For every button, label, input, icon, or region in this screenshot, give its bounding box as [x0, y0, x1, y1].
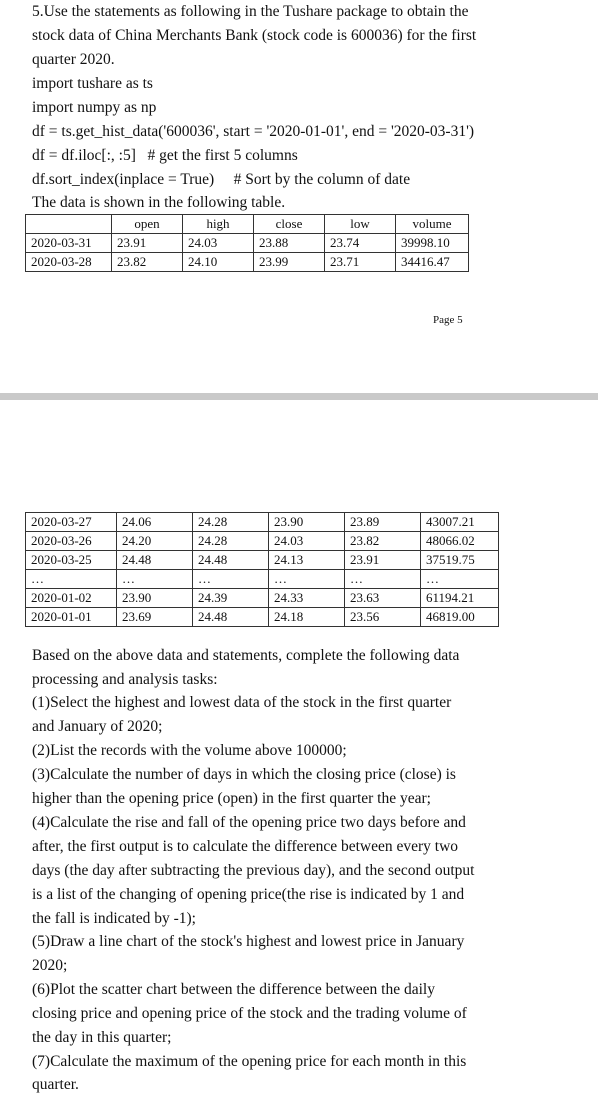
task-line: closing price and opening price of the stock and the trading volume of — [32, 1005, 467, 1022]
table-cell: … — [421, 570, 499, 589]
table-cell: 23.90 — [117, 589, 193, 608]
table-cell: 24.28 — [193, 532, 269, 551]
question-line: quarter 2020. — [32, 51, 115, 68]
task-line: days (the day after subtracting the previous day), and the second output — [32, 862, 475, 879]
table-cell: 23.89 — [345, 513, 421, 532]
task-line: the day in this quarter; — [32, 1029, 172, 1046]
table-caption: The data is shown in the following table. — [32, 194, 286, 211]
question-line: 5.Use the statements as following in the Tushare package to obtain the — [32, 3, 469, 20]
header-cell-volume: volume — [396, 215, 469, 234]
task-line: processing and analysis tasks: — [32, 671, 218, 688]
task-line: (3)Calculate the number of days in which the closing price (close) is — [32, 766, 456, 783]
task-line: Based on the above data and statements, complete the following data — [32, 647, 460, 664]
table-cell: 61194.21 — [421, 589, 499, 608]
table-row — [26, 234, 469, 253]
header-cell-low: low — [325, 215, 396, 234]
table-cell: 24.03 — [183, 234, 254, 253]
question-line: stock data of China Merchants Bank (stock code is 600036) for the first — [32, 27, 477, 44]
table-row — [26, 589, 499, 608]
page-number: Page 5 — [433, 314, 463, 326]
table-row — [26, 513, 499, 532]
table-cell: … — [117, 570, 193, 589]
table-cell: 24.13 — [269, 551, 345, 570]
task-line: and January of 2020; — [32, 718, 163, 735]
table-row — [26, 253, 469, 272]
table-cell: 24.33 — [269, 589, 345, 608]
table-row-ellipsis — [26, 570, 499, 589]
table-cell: 24.20 — [117, 532, 193, 551]
table-cell: 24.48 — [117, 551, 193, 570]
task-line: (2)List the records with the volume above 100000; — [32, 742, 347, 759]
table-row — [26, 532, 499, 551]
code-line: df = df.iloc[:, :5] # get the first 5 columns — [32, 147, 298, 164]
table-cell: … — [26, 570, 117, 589]
table-cell: 23.63 — [345, 589, 421, 608]
task-line: is a list of the changing of opening price(the rise is indicated by 1 and — [32, 886, 465, 903]
code-line: df.sort_index(inplace = True) # Sort by the column of date — [32, 171, 411, 188]
stock-data-table-bottom — [25, 512, 499, 627]
table-cell: … — [193, 570, 269, 589]
code-line: import tushare as ts — [32, 75, 153, 92]
table-cell: 2020-03-26 — [26, 532, 117, 551]
task-line: (4)Calculate the rise and fall of the opening price two days before and — [32, 814, 466, 831]
table-cell: 48066.02 — [421, 532, 499, 551]
header-cell-open: open — [112, 215, 183, 234]
table-row — [26, 608, 499, 627]
table-cell: 23.88 — [254, 234, 325, 253]
task-line: (1)Select the highest and lowest data of the stock in the first quarter — [32, 694, 452, 711]
table-cell: 46819.00 — [421, 608, 499, 627]
document-page-top — [0, 0, 598, 393]
table-row — [26, 551, 499, 570]
table-cell: 23.99 — [254, 253, 325, 272]
table-cell: … — [345, 570, 421, 589]
code-line: df = ts.get_hist_data('600036', start = '2020-01-01', end = '2020-03-31') — [32, 123, 475, 140]
table-cell: 24.28 — [193, 513, 269, 532]
table-cell: 2020-01-02 — [26, 589, 117, 608]
header-cell-high: high — [183, 215, 254, 234]
table-cell: 23.82 — [345, 532, 421, 551]
table-cell: 23.91 — [112, 234, 183, 253]
table-cell: 23.56 — [345, 608, 421, 627]
task-line: quarter. — [32, 1076, 79, 1093]
table-header-row — [26, 215, 469, 234]
table-cell: 37519.75 — [421, 551, 499, 570]
header-cell-close: close — [254, 215, 325, 234]
table-cell: 23.90 — [269, 513, 345, 532]
table-cell: 23.74 — [325, 234, 396, 253]
table-cell: 2020-03-27 — [26, 513, 117, 532]
task-line: the fall is indicated by -1); — [32, 910, 196, 927]
table-cell: 43007.21 — [421, 513, 499, 532]
table-cell: 24.03 — [269, 532, 345, 551]
table-cell: 23.91 — [345, 551, 421, 570]
table-cell: 23.71 — [325, 253, 396, 272]
table-cell: 23.82 — [112, 253, 183, 272]
task-line: higher than the opening price (open) in the first quarter the year; — [32, 790, 431, 807]
table-cell: 2020-01-01 — [26, 608, 117, 627]
table-cell: 24.10 — [183, 253, 254, 272]
table-cell: 24.48 — [193, 551, 269, 570]
stock-data-table-top — [25, 214, 469, 272]
table-cell: … — [269, 570, 345, 589]
page-separator — [0, 393, 598, 400]
header-cell-date — [26, 215, 112, 234]
task-line: 2020; — [32, 957, 68, 974]
table-cell: 34416.47 — [396, 253, 469, 272]
table-cell: 2020-03-25 — [26, 551, 117, 570]
table-cell: 2020-03-31 — [26, 234, 112, 253]
task-line: (6)Plot the scatter chart between the difference between the daily — [32, 981, 435, 998]
table-cell: 2020-03-28 — [26, 253, 112, 272]
table-cell: 24.18 — [269, 608, 345, 627]
table-cell: 39998.10 — [396, 234, 469, 253]
table-cell: 23.69 — [117, 608, 193, 627]
task-line: (7)Calculate the maximum of the opening price for each month in this — [32, 1053, 467, 1070]
table-cell: 24.39 — [193, 589, 269, 608]
code-line: import numpy as np — [32, 99, 157, 116]
task-line: after, the first output is to calculate the difference between every two — [32, 838, 459, 855]
table-cell: 24.06 — [117, 513, 193, 532]
table-cell: 24.48 — [193, 608, 269, 627]
task-line: (5)Draw a line chart of the stock's highest and lowest price in January — [32, 933, 465, 950]
document-page-bottom — [0, 400, 598, 1098]
